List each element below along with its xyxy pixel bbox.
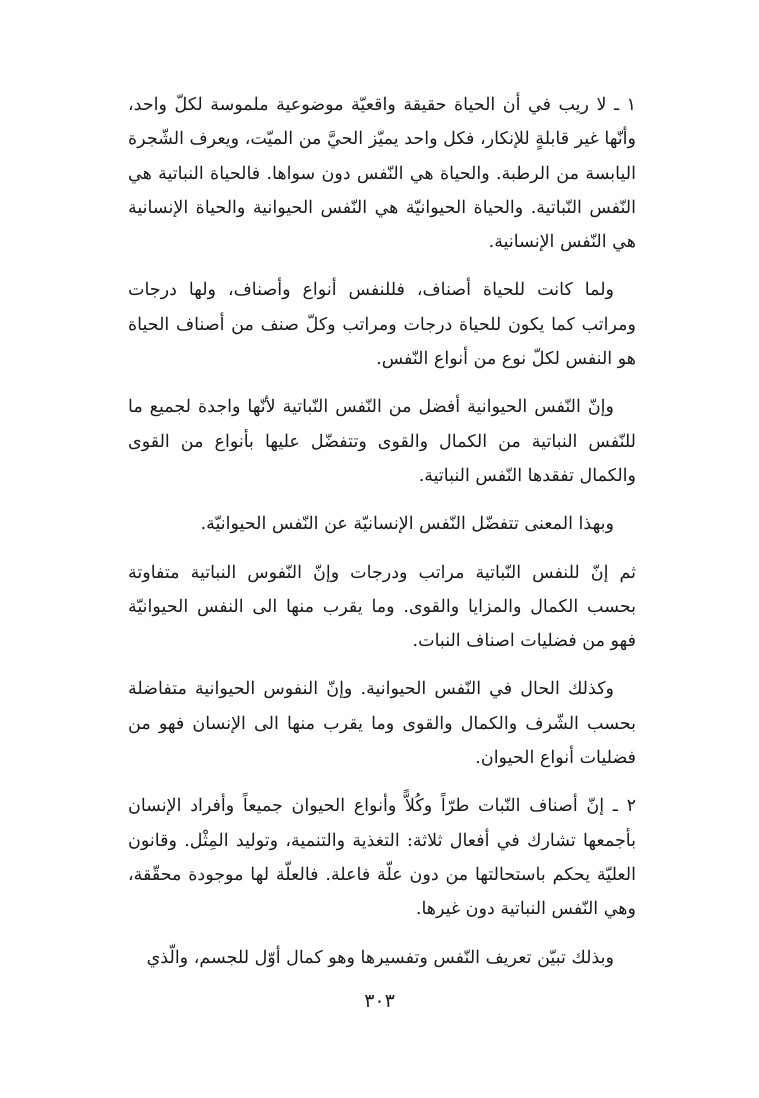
paragraph-1: ١ ـ لا ريب في أن الحياة حقيقة واقعيّة موضوعية ملموسة لكلّ واحد، وأنّها غير قابلةٍ للإنكار، فكل واحد يميّز الحيَّ من الميّت، ويعرف الشّجرة اليابسة من الرطبة. والحياة هي النّفس دون سواها. فالحياة النباتية هي النّفس النّباتية. والحياة الحيوانيّة هي النّفس الحيوانية والحياة الإنسانية هي النّفس الإنسانية. (128, 95, 636, 253)
paragraph-8: وبذلك تبيّن تعريف النّفس وتفسيرها وهو كمال أوّل للجسم، والّذي (146, 947, 614, 968)
paragraph-4: وبهذا المعنى تتفضّل النّفس الإنسانيّة عن النّفس الحيوانيّة. (200, 514, 614, 535)
paragraph-2: ولما كانت للحياة أصناف، فللنفس أنواع وأصناف، ولها درجات ومراتب كما يكون للحياة درجات ومراتب وكلّ صنف من أصناف الحياة هو النفس لكلّ نوع من أنواع النّفس. (128, 280, 636, 370)
paragraph-7: ٢ ـ إنّ أصناف النّبات طرّاً وكُلاًّ وأنواع الحيوان جميعاً وأفراد الإنسان بأجمعها تشارك في أفعال ثلاثة: التغذية والتنمية، وتوليد المِثْل. وقانون العليّة يحكم باستحالتها من دون علّة فاعلة. فالعلّة لها موجودة محقّقة، وهي النّفس النباتية دون غيرها. (128, 796, 636, 920)
paragraph-3: وإنّ النّفس الحيوانية أفضل من النّفس النّباتية لأنّها واجدة لجميع ما للنّفس النباتية من الكمال والقوى وتتفضّل عليها بأنواع من القوى والكمال تفقدها النّفس النباتية. (128, 397, 636, 486)
paragraph-6: وكذلك الحال في النّفس الحيوانية. وإنّ النفوس الحيوانية متفاضلة بحسب الشّرف والكمال والقوى وما يقرب منها الى الإنسان فهو من فضليات أنواع الحيوان. (128, 679, 636, 769)
page-body (128, 88, 636, 989)
paragraph-5: ثم إنّ للنفس النّباتية مراتب ودرجات وإنّ النّفوس النباتية متفاوتة بحسب الكمال والمزايا والقوى. وما يقرب منها الى النفس الحيوانيّة فهو من فضليات اصناف النبات. (128, 562, 636, 652)
page-number: ٣٠٣ (364, 990, 395, 1012)
